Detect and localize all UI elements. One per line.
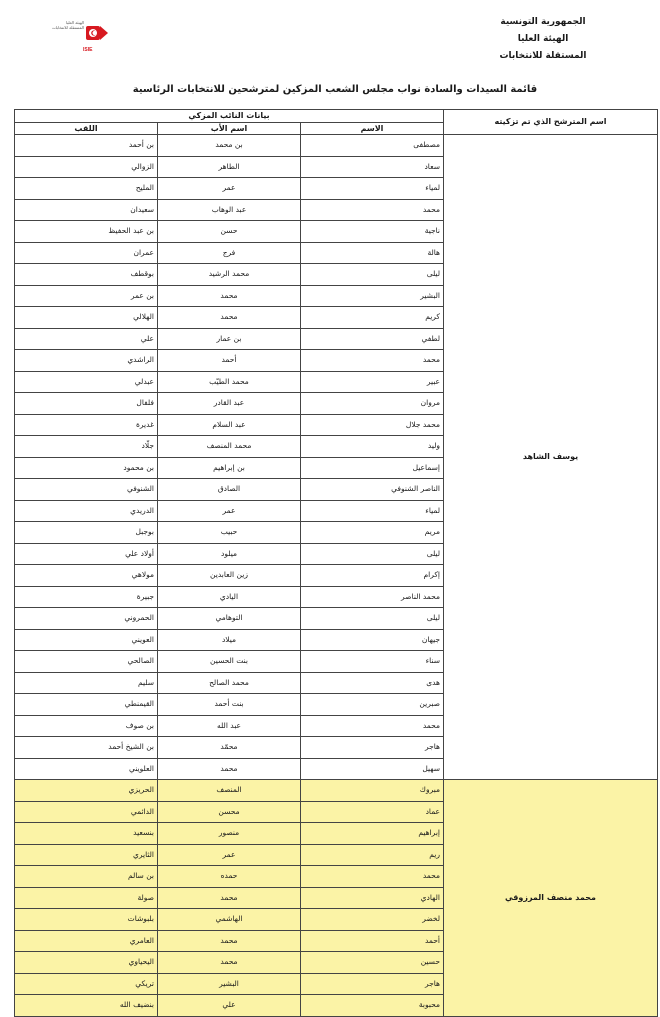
endorser-father-name: عمر (158, 500, 301, 522)
endorser-father-name: أحمد (158, 350, 301, 372)
endorser-first-name: جيهان (301, 629, 444, 651)
endorser-last-name: غديرة (15, 414, 158, 436)
tunisia-flag-icon (52, 20, 112, 56)
endorser-father-name: البشير (158, 973, 301, 995)
endorser-first-name: ناجية (301, 221, 444, 243)
endorser-first-name: هدى (301, 672, 444, 694)
endorser-last-name: بن سالم (15, 866, 158, 888)
endorser-first-name: حسين (301, 952, 444, 974)
endorser-last-name: بن صوف (15, 715, 158, 737)
candidate-name: يوسف الشاهد (444, 135, 658, 780)
endorser-last-name: العلويني (15, 758, 158, 780)
table-body (15, 135, 658, 1017)
endorser-last-name: الدريدي (15, 500, 158, 522)
issuer-line-2: الهيئة العليا (517, 34, 569, 44)
issuer-header (488, 14, 598, 65)
endorser-first-name: محمد جلال (301, 414, 444, 436)
endorser-last-name: الدائمي (15, 801, 158, 823)
endorser-first-name: الهادي (301, 887, 444, 909)
table-row (15, 780, 658, 802)
endorser-father-name: بنت أحمد (158, 694, 301, 716)
endorser-father-name: عبد الله (158, 715, 301, 737)
endorser-first-name: البشير (301, 285, 444, 307)
endorser-first-name: ريم (301, 844, 444, 866)
endorser-father-name: محمد الطيّب (158, 371, 301, 393)
endorser-father-name: عبد الوهاب (158, 199, 301, 221)
header-father-name: اسم الأب (158, 123, 301, 135)
endorser-last-name: سعيدان (15, 199, 158, 221)
endorser-last-name: بن محمود (15, 457, 158, 479)
endorser-father-name: عمر (158, 178, 301, 200)
endorser-father-name: بن محمد (158, 135, 301, 157)
endorser-father-name: الطاهر (158, 156, 301, 178)
endorser-first-name: محمد (301, 866, 444, 888)
endorser-last-name: بن عبد الحفيظ (15, 221, 158, 243)
endorser-last-name: اليحياوي (15, 952, 158, 974)
endorser-first-name: عبير (301, 371, 444, 393)
endorser-last-name: عبدلي (15, 371, 158, 393)
endorser-father-name: محمد (158, 758, 301, 780)
endorser-father-name: محمد (158, 930, 301, 952)
endorser-father-name: محمد الصالح (158, 672, 301, 694)
issuer-line-3: المستقلة للانتخابات (499, 51, 587, 61)
endorser-first-name: إبراهيم (301, 823, 444, 845)
endorser-father-name: حسن (158, 221, 301, 243)
issuer-line-1: الجمهورية التونسية (500, 17, 586, 27)
endorser-first-name: محبوبة (301, 995, 444, 1017)
flag-crescent-cut (93, 31, 97, 35)
document-title: قائمة السيدات والسادة نواب مجلس الشعب المزكين لمترشحين للانتخابات الرئاسية (132, 84, 538, 95)
endorser-last-name: تريكي (15, 973, 158, 995)
endorser-first-name: مريم (301, 522, 444, 544)
endorser-first-name: إسماعيل (301, 457, 444, 479)
endorser-last-name: القيمنطي (15, 694, 158, 716)
endorser-father-name: منصور (158, 823, 301, 845)
logo-abbr: ISIE (83, 47, 93, 53)
endorser-first-name: لطفي (301, 328, 444, 350)
endorser-first-name: عماد (301, 801, 444, 823)
logo-caption: الهيئة العليا المستقلة للانتخابات (52, 20, 85, 30)
endorser-last-name: بلبوشات (15, 909, 158, 931)
endorser-father-name: اليادي (158, 586, 301, 608)
endorser-last-name: العويني (15, 629, 158, 651)
endorser-father-name: محمد (158, 887, 301, 909)
header-last-name: اللقب (15, 123, 158, 135)
endorser-father-name: بن عمار (158, 328, 301, 350)
endorser-last-name: بوجبل (15, 522, 158, 544)
endorser-first-name: كريم (301, 307, 444, 329)
endorser-last-name: جلّاد (15, 436, 158, 458)
endorser-father-name: محمّد (158, 737, 301, 759)
endorser-father-name: محمد (158, 307, 301, 329)
endorser-last-name: جبيرة (15, 586, 158, 608)
endorser-last-name: صولة (15, 887, 158, 909)
endorser-last-name: الهلالي (15, 307, 158, 329)
endorser-first-name: محمد (301, 350, 444, 372)
endorser-last-name: علي (15, 328, 158, 350)
endorser-first-name: وليد (301, 436, 444, 458)
endorser-last-name: بوقطف (15, 264, 158, 286)
endorser-last-name: الحمروني (15, 608, 158, 630)
endorser-last-name: الراشدي (15, 350, 158, 372)
endorser-last-name: العامري (15, 930, 158, 952)
endorser-father-name: عبد السلام (158, 414, 301, 436)
endorser-father-name: الهاشمي (158, 909, 301, 931)
endorser-father-name: عبد القادر (158, 393, 301, 415)
flag-arrow (100, 26, 108, 40)
endorser-last-name: مولاهي (15, 565, 158, 587)
endorser-last-name: بنسعيد (15, 823, 158, 845)
endorser-first-name: سهيل (301, 758, 444, 780)
endorser-father-name: المنصف (158, 780, 301, 802)
endorser-first-name: هاجر (301, 737, 444, 759)
endorser-first-name: لمياء (301, 178, 444, 200)
endorser-first-name: مبروك (301, 780, 444, 802)
endorser-first-name: لمياء (301, 500, 444, 522)
endorser-last-name: عمران (15, 242, 158, 264)
endorsers-table (14, 109, 658, 1017)
candidate-name: محمد منصف المرزوقي (444, 780, 658, 1017)
endorser-last-name: الصالحي (15, 651, 158, 673)
table-header-row-1 (15, 110, 658, 123)
endorser-father-name: محمد (158, 285, 301, 307)
endorser-father-name: التوهامي (158, 608, 301, 630)
isie-logo (52, 20, 112, 56)
header-first-name: الاسم (301, 123, 444, 135)
endorser-father-name: ميلود (158, 543, 301, 565)
endorser-father-name: حبيب (158, 522, 301, 544)
endorser-last-name: بنضيف الله (15, 995, 158, 1017)
table-row (15, 135, 658, 157)
endorser-father-name: محسن (158, 801, 301, 823)
endorser-last-name: المليح (15, 178, 158, 200)
endorser-last-name: فلفال (15, 393, 158, 415)
endorser-last-name: الثايري (15, 844, 158, 866)
endorser-first-name: هالة (301, 242, 444, 264)
endorser-father-name: محمد (158, 952, 301, 974)
endorser-first-name: محمد الناصر (301, 586, 444, 608)
endorser-first-name: هاجر (301, 973, 444, 995)
endorser-first-name: صبرين (301, 694, 444, 716)
endorser-father-name: علي (158, 995, 301, 1017)
endorser-first-name: إكرام (301, 565, 444, 587)
endorser-last-name: الحريزي (15, 780, 158, 802)
endorser-last-name: بن أحمد (15, 135, 158, 157)
endorser-father-name: بن إبراهيم (158, 457, 301, 479)
endorser-father-name: عمر (158, 844, 301, 866)
endorser-last-name: بن عمر (15, 285, 158, 307)
endorser-father-name: الصادق (158, 479, 301, 501)
endorser-first-name: سعاد (301, 156, 444, 178)
endorser-father-name: زين العابدين (158, 565, 301, 587)
endorser-last-name: بن الشيخ أحمد (15, 737, 158, 759)
endorser-father-name: محمد الرشيد (158, 264, 301, 286)
endorser-first-name: محمد (301, 199, 444, 221)
header-candidate: اسم المترشح الذي تم تزكيته (444, 110, 658, 135)
endorser-first-name: مروان (301, 393, 444, 415)
endorser-father-name: فرج (158, 242, 301, 264)
header-endorser-group: بيانات النائب المزكي (15, 110, 444, 123)
endorser-first-name: سناء (301, 651, 444, 673)
endorser-last-name: الشنوفي (15, 479, 158, 501)
endorser-first-name: مصطفى (301, 135, 444, 157)
endorser-father-name: ميلاد (158, 629, 301, 651)
endorser-first-name: أحمد (301, 930, 444, 952)
endorser-first-name: الناصر الشنوفي (301, 479, 444, 501)
endorser-first-name: ليلى (301, 264, 444, 286)
endorser-father-name: حمده (158, 866, 301, 888)
endorser-first-name: لخضر (301, 909, 444, 931)
endorser-first-name: ليلى (301, 608, 444, 630)
endorser-father-name: محمد المنصف (158, 436, 301, 458)
endorser-last-name: أولاد علي (15, 543, 158, 565)
endorser-father-name: بنت الحسين (158, 651, 301, 673)
endorser-last-name: الزوالي (15, 156, 158, 178)
endorser-last-name: سليم (15, 672, 158, 694)
endorser-first-name: محمد (301, 715, 444, 737)
endorser-first-name: ليلى (301, 543, 444, 565)
